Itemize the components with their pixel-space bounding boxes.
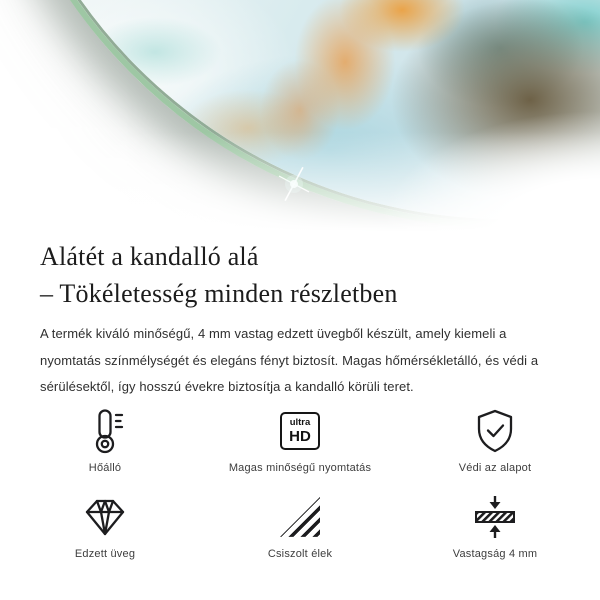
feature-label: Magas minőségű nyomtatás	[228, 461, 372, 474]
ultra-hd-badge-icon	[280, 408, 320, 454]
thickness-arrows-icon	[473, 494, 517, 540]
feature-label: Edzett üveg	[74, 547, 136, 560]
feature-label: Védi az alapot	[458, 461, 532, 474]
feature-print-quality	[170, 408, 430, 474]
feature-label: Csiszolt élek	[267, 547, 333, 560]
title-line-1: Alátét a kandalló alá	[40, 242, 259, 271]
uhd-text-ultra: ultra	[289, 417, 311, 429]
product-photo	[0, 0, 600, 236]
thermometer-icon	[83, 408, 127, 454]
feature-label: Vastagság 4 mm	[452, 547, 538, 560]
uhd-text-hd: HD	[289, 427, 311, 445]
polished-edges-icon	[280, 494, 320, 540]
feature-grid	[0, 408, 600, 560]
feature-polished-edges	[170, 494, 430, 560]
feature-label: Hőálló	[88, 461, 122, 474]
product-description: A termék kiváló minőségű, 4 mm vastag edzett üvegből készült, amely kiemeli a nyomtatás színmélységét és elegáns fényt biztosít. Magas hőmérsékletálló, és védi a sérülésektől, így hosszú évekre biztosítja a kandalló körüli teret.	[40, 326, 539, 395]
feature-protects-base	[430, 408, 560, 474]
shield-check-icon	[473, 408, 517, 454]
feature-heat-resistant	[40, 408, 170, 474]
feature-thickness	[430, 494, 560, 560]
page-title	[40, 238, 560, 312]
diamond-icon	[82, 494, 128, 540]
title-line-2: – Tökéletesség minden részletben	[40, 279, 398, 308]
feature-tempered-glass	[40, 494, 170, 560]
